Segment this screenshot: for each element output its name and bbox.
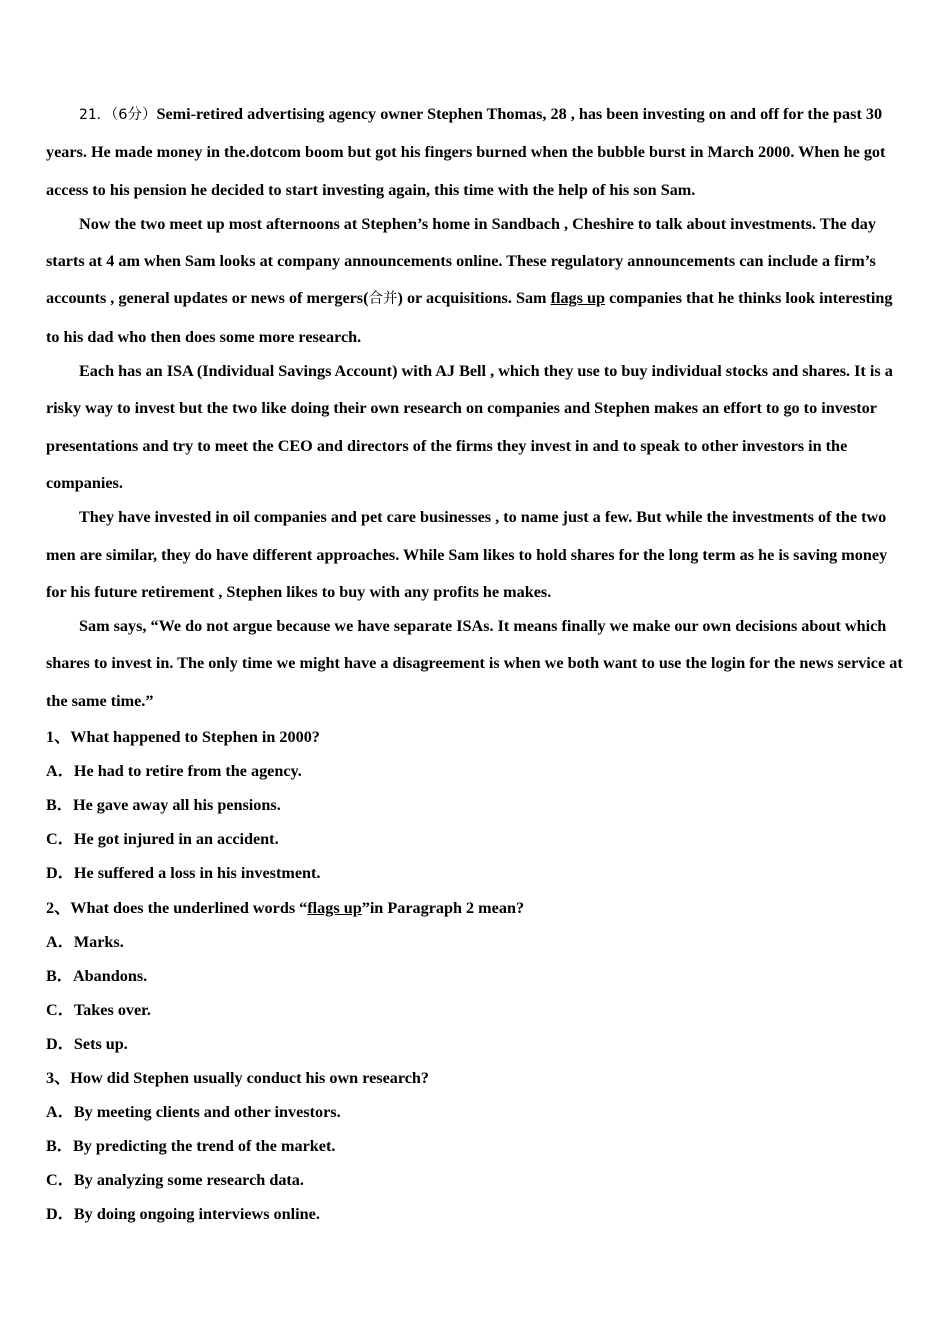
answer-option: C．Takes over. — [46, 1000, 151, 1019]
answer-option: A．Marks. — [46, 932, 124, 951]
question-stem-start: 2、What does the underlined words “ — [46, 898, 308, 917]
answer-option: C．By analyzing some research data. — [46, 1171, 304, 1190]
underlined-phrase: flags up — [307, 898, 362, 917]
underlined-phrase: flags up — [550, 289, 606, 308]
document-page — [46, 96, 906, 1231]
points-label: （6分） — [110, 107, 157, 123]
paragraph-2-text-end: companies that he thinks look interesting to his dad who then does some more research. — [46, 289, 893, 346]
paragraph-2-text-middle: ) or acquisitions. Sam — [397, 289, 551, 308]
answer-option: B．Abandons. — [46, 966, 148, 985]
answer-option: B．By predicting the trend of the market. — [46, 1137, 336, 1156]
answer-option: A．By meeting clients and other investors. — [46, 1103, 341, 1122]
answer-option: A．He had to retire from the agency. — [46, 762, 302, 781]
question-stem — [46, 891, 906, 925]
question-stem-end: ”in Paragraph 2 mean? — [361, 898, 525, 917]
passage-paragraph-1 — [46, 96, 906, 209]
answer-option: C．He got injured in an accident. — [46, 830, 279, 849]
question-number: 21． — [79, 107, 111, 123]
passage-paragraph-5: Sam says, “We do not argue because we have separate ISAs. It means finally we make our own decisions about which shares to invest in. The only time we might have a disagreement is when we both want to use the login for the news service at the same time.” — [46, 617, 903, 710]
question-stem: 1、What happened to Stephen in 2000? — [46, 728, 320, 747]
paragraph-2-text-start: Now the two meet up most afternoons at Stephen’s home in Sandbach , Cheshire to talk about investments. The day starts at 4 am when Sam looks at company announcements online. These regulatory announcements can include a firm’s accounts , general updates or news of mergers( — [46, 214, 876, 308]
passage-paragraph-2 — [46, 206, 906, 356]
answer-option: D．By doing ongoing interviews online. — [46, 1205, 320, 1224]
answer-option: D．He suffered a loss in his investment. — [46, 864, 321, 883]
passage-paragraph-4: They have invested in oil companies and pet care businesses , to name just a few. But while the investments of the two men are similar, they do have different approaches. While Sam likes to hold shares for the long term as he is saving money for his future retirement , Stephen likes to buy with any profits he makes. — [46, 508, 888, 601]
passage-paragraph-3: Each has an ISA (Individual Savings Account) with AJ Bell , which they use to buy individual stocks and shares. It is a risky way to invest but the two like doing their own research on companies and Stephen makes an effort to go to investor presentations and try to meet the CEO and directors of the firms they invest in and to speak to other investors in the companies. — [46, 362, 893, 492]
paragraph-1-text: Semi-retired advertising agency owner Stephen Thomas, 28 , has been investing on and off for the past 30 years. He made money in the.dotcom boom but got his fingers burned when the bubble burst in March 2000. When he got access to his pension he decided to start investing again, this time with the help of his son Sam. — [46, 105, 886, 199]
answer-option: B．He gave away all his pensions. — [46, 796, 281, 815]
paragraph-2-cjk-note: 合并 — [368, 291, 398, 308]
question-stem: 3、How did Stephen usually conduct his own research? — [46, 1068, 430, 1087]
answer-option: D．Sets up. — [46, 1034, 128, 1053]
question-list — [46, 720, 906, 1231]
